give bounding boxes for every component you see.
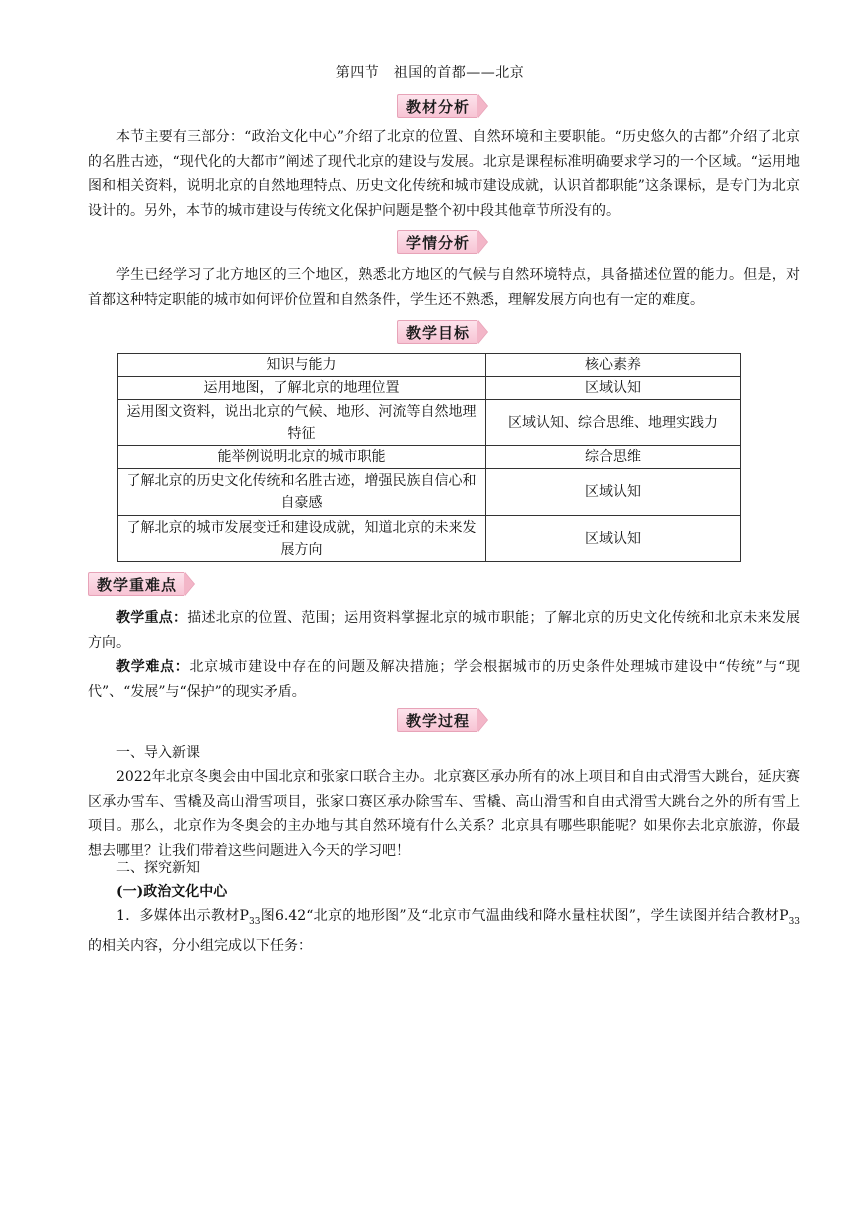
table-cell: 综合思维 [486, 446, 741, 469]
table-cell: 了解北京的历史文化传统和名胜古迹，增强民族自信心和自豪感 [118, 469, 486, 516]
step-heading-intro: 一、导入新课 [116, 745, 200, 761]
table-cell: 能举例说明北京的城市职能 [118, 446, 486, 469]
difficulty-paragraph [88, 655, 800, 704]
task-text: 1．多媒体出示教材P [116, 908, 249, 924]
table-cell: 运用图文资料，说出北京的气候、地形、河流等自然地理特征 [118, 400, 486, 446]
focus-label: 教学重点： [116, 610, 188, 626]
section-badge-label: 学情分析 [397, 230, 477, 254]
section-badge-label: 教学目标 [397, 320, 477, 344]
badge-arrow-icon [477, 320, 487, 344]
section-badge-goals [397, 320, 487, 344]
student-paragraph: 学生已经学习了北方地区的三个地区，熟悉北方地区的气候与自然环境特点，具备描述位置的能力。但是，对首都这种特定职能的城市如何评价位置和自然条件，学生还不熟悉，理解发展方向也有一定的难度。 [88, 267, 800, 308]
task-text: 的相关内容，分小组完成以下任务： [88, 938, 312, 955]
table-cell: 区域认知 [486, 469, 741, 516]
table-cell: 区域认知 [486, 516, 741, 562]
step-heading-explore: 二、探究新知 [116, 860, 200, 876]
section-badge-analysis [397, 94, 487, 118]
table-row [118, 400, 741, 446]
badge-arrow-icon [477, 230, 487, 254]
table-cell: 区域认知、综合思维、地理实践力 [486, 400, 741, 446]
intro-paragraph: 2022年北京冬奥会由中国北京和张家口联合主办。北京赛区承办所有的冰上项目和自由式滑雪大跳台，延庆赛区承办雪车、雪橇及高山滑雪项目，张家口赛区承办除雪车、雪橇、高山滑雪和自由式滑雪大跳台之外的所有雪上项目。那么，北京作为冬奥会的主办地与其自然环境有什么关系？北京具有哪些职能呢？如果你去北京旅游，你最想去哪里？让我们带着这些问题进入今天的学习吧！ [88, 769, 800, 859]
table-row [118, 446, 741, 469]
table-header: 核心素养 [486, 354, 741, 377]
table-header-row [118, 354, 741, 377]
focus-paragraph [88, 606, 800, 655]
section-badge-label: 教学过程 [397, 708, 477, 732]
badge-arrow-icon [477, 94, 487, 118]
difficulty-label: 教学难点： [116, 659, 190, 675]
table-row [118, 469, 741, 516]
analysis-paragraph: 本节主要有三部分：“政治文化中心”介绍了北京的位置、自然环境和主要职能。“历史悠久的古都”介绍了北京的名胜古迹，“现代化的大都市”阐述了现代北京的建设与发展。北京是课程标准明确要求学习的一个区域。“运用地图和相关资料，说明北京的自然地理特点、历史文化传统和城市建设成就，认识首都职能”这条课标，是专门为北京设计的。另外，本节的城市建设与传统文化保护问题是整个初中段其他章节所没有的。 [88, 129, 800, 219]
section-badge-process [397, 708, 487, 732]
page-title: 第四节 祖国的首都——北京 [335, 65, 525, 81]
table-cell: 区域认知 [486, 377, 741, 400]
subsection-heading: (一)政治文化中心 [116, 884, 228, 900]
task-paragraph [88, 904, 800, 959]
page-subscript: 33 [788, 916, 801, 927]
section-badge-student [397, 230, 487, 254]
page-subscript: 33 [248, 916, 261, 927]
difficulty-text: 北京城市建设中存在的问题及解决措施；学会根据城市的历史条件处理城市建设中“传统”与“现代”、“发展”与“保护”的现实矛盾。 [88, 659, 800, 700]
badge-arrow-icon [477, 708, 487, 732]
section-badge-label: 教材分析 [397, 94, 477, 118]
goals-table [117, 353, 741, 562]
table-header: 知识与能力 [118, 354, 486, 377]
section-badge-keypoints [88, 572, 194, 596]
section-badge-label: 教学重难点 [88, 572, 184, 596]
badge-arrow-icon [184, 572, 194, 596]
focus-text: 描述北京的位置、范围；运用资料掌握北京的城市职能；了解北京的历史文化传统和北京未来发展方向。 [88, 610, 801, 651]
table-row [118, 516, 741, 562]
table-row [118, 377, 741, 400]
table-cell: 了解北京的城市发展变迁和建设成就，知道北京的未来发展方向 [118, 516, 486, 562]
task-text: 图6.42“北京的地形图”及“北京市气温曲线和降水量柱状图”，学生读图并结合教材P [260, 908, 789, 924]
table-cell: 运用地图，了解北京的地理位置 [118, 377, 486, 400]
